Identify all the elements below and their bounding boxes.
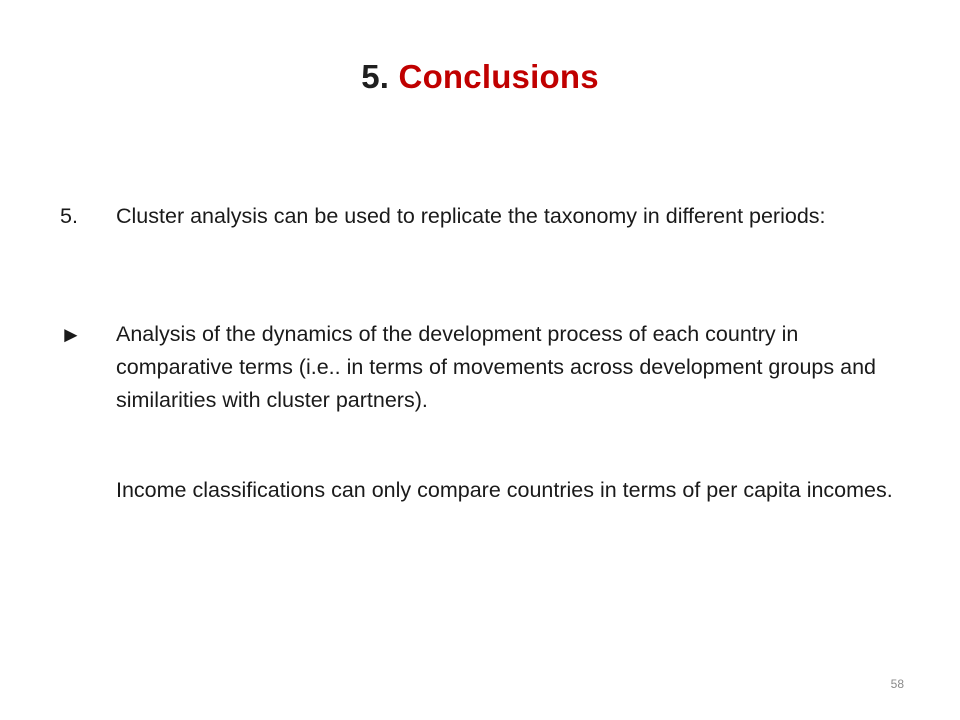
list-item-text: Cluster analysis can be used to replicate the taxonomy in different periods: [116,204,826,228]
title-text: Conclusions [398,58,599,95]
list-item-text: Income classifications can only compare countries in terms of per capita incomes. [116,478,893,502]
page-number: 58 [890,677,904,691]
list-item-text: Analysis of the dynamics of the development process of each country in comparative terms (i.e.. in terms of movements across development groups and similarities with cluster partners). [116,322,876,412]
arrow-bullet-icon: ► [60,322,82,347]
title-number: 5. [361,58,390,95]
list-number: 5. [60,204,78,228]
slide-title [0,58,960,96]
